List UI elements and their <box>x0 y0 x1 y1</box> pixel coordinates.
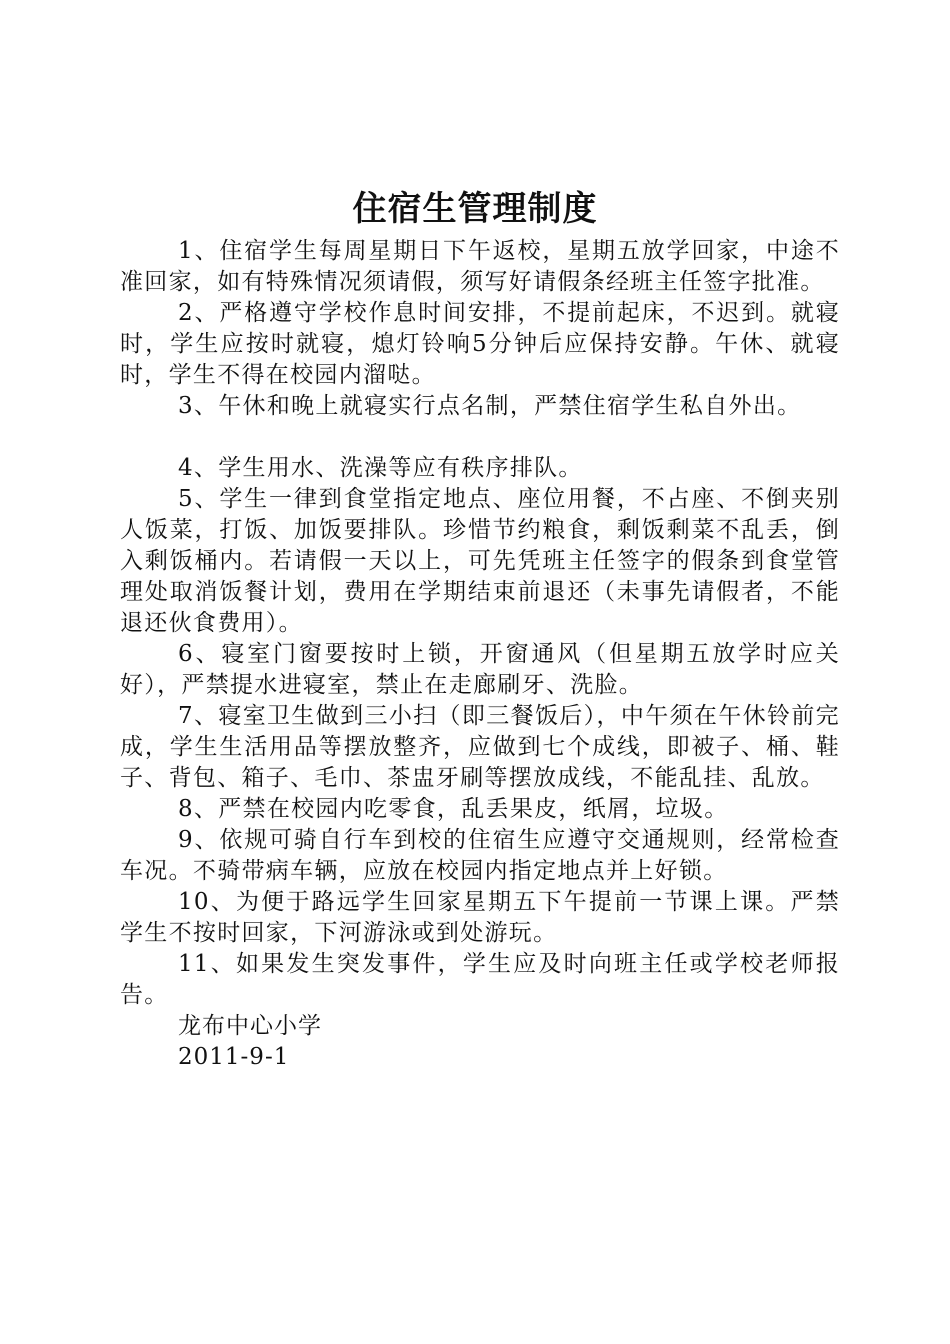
rule-paragraph-9: 9、依规可骑自行车到校的住宿生应遵守交通规则，经常检查车况。不骑带病车辆，应放在校园内指定地点并上好锁。 <box>120 827 840 884</box>
rule-paragraph-6: 6、寝室门窗要按时上锁，开窗通风（但星期五放学时应关好），严禁提水进寝室，禁止在走廊刷牙、洗脸。 <box>120 641 840 698</box>
signature-date: 2011-9-1 <box>178 1044 290 1070</box>
signature-organization: 龙布中心小学 <box>178 1013 322 1039</box>
rule-paragraph-10: 10、为便于路远学生回家星期五下午提前一节课上课。严禁学生不按时回家，下河游泳或到处游玩。 <box>120 889 840 946</box>
rule-paragraph-3: 3、午休和晚上就寝实行点名制，严禁住宿学生私自外出。 <box>178 393 802 419</box>
rule-paragraph-5: 5、学生一律到食堂指定地点、座位用餐，不占座、不倒夹别人饭菜，打饭、加饭要排队。珍惜节约粮食，剩饭剩菜不乱丢，倒入剩饭桶内。若请假一天以上，可先凭班主任签字的假条到食堂管理处取消饭餐计划，费用在学期结束前退还（未事先请假者，不能退还伙食费用）。 <box>120 486 840 636</box>
document-title: 住宿生管理制度 <box>352 189 598 229</box>
blank-line <box>120 422 840 453</box>
rule-paragraph-2: 2、严格遵守学校作息时间安排，不提前起床，不迟到。就寝时，学生应按时就寝，熄灯铃响5分钟后应保持安静。午休、就寝时，学生不得在校园内溜哒。 <box>120 300 840 388</box>
rule-paragraph-4: 4、学生用水、洗澡等应有秩序排队。 <box>178 455 583 481</box>
rule-paragraph-7: 7、寝室卫生做到三小扫（即三餐饭后），中午须在午休铃前完成，学生生活用品等摆放整齐，应做到七个成线，即被子、桶、鞋子、背包、箱子、毛巾、茶盅牙刷等摆放成线，不能乱挂、乱放。 <box>120 703 840 791</box>
rule-paragraph-11: 11、如果发生突发事件，学生应及时向班主任或学校老师报告。 <box>120 951 840 1008</box>
document-body <box>120 236 840 1073</box>
rule-paragraph-1: 1、住宿学生每周星期日下午返校，星期五放学回家，中途不准回家，如有特殊情况须请假，须写好请假条经班主任签字批准。 <box>120 238 840 295</box>
rule-paragraph-8: 8、严禁在校园内吃零食，乱丢果皮，纸屑，垃圾。 <box>178 796 729 822</box>
